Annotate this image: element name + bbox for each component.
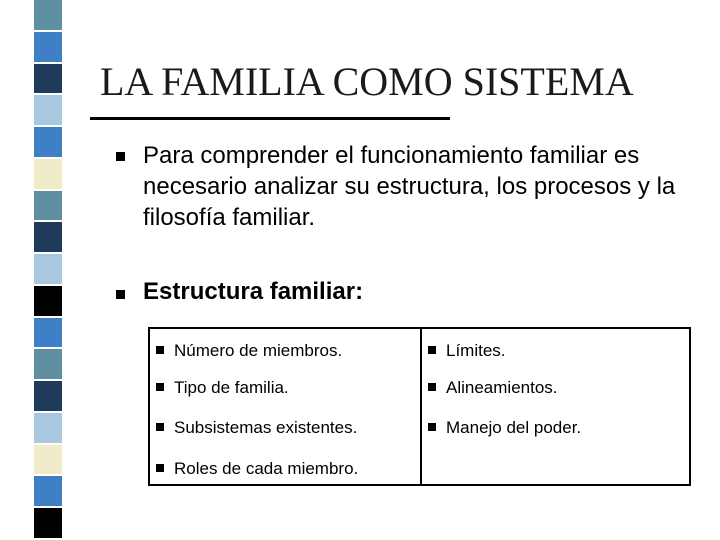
- stripe-block: [34, 445, 62, 475]
- bullet-marker-icon: [156, 423, 164, 431]
- table-divider: [420, 329, 422, 484]
- bullet-marker-icon: [156, 383, 164, 391]
- stripe-block: [34, 127, 62, 157]
- stripe-block: [34, 381, 62, 411]
- stripe-block: [34, 254, 62, 284]
- title-underline: [90, 117, 450, 120]
- stripe-block: [34, 159, 62, 189]
- stripe-block: [34, 349, 62, 379]
- stripe-block: [34, 286, 62, 316]
- stripe-block: [34, 508, 62, 538]
- stripe-block: [34, 222, 62, 252]
- table-cell-left: Roles de cada miembro.: [174, 459, 358, 479]
- bullet-text-intro: Para comprender el funcionamiento familiar es necesario analizar su estructura, los procesos y la filosofía familiar.: [143, 142, 676, 231]
- stripe-block: [34, 32, 62, 62]
- table-cell-right: Límites.: [446, 341, 506, 361]
- stripe-block: [34, 476, 62, 506]
- stripe-block: [34, 0, 62, 30]
- bullet-marker-icon: [428, 346, 436, 354]
- stripe-block: [34, 95, 62, 125]
- bullet-marker-icon: [116, 290, 125, 299]
- bullet-marker-icon: [428, 383, 436, 391]
- table-cell-left: Número de miembros.: [174, 341, 342, 361]
- stripe-block: [34, 64, 62, 94]
- bullet-text-structure: Estructura familiar:: [143, 278, 364, 305]
- bullet-marker-icon: [428, 423, 436, 431]
- structure-table: [148, 327, 691, 486]
- table-cell-right: Alineamientos.: [446, 378, 558, 398]
- table-cell-right: Manejo del poder.: [446, 418, 581, 438]
- stripe-block: [34, 191, 62, 221]
- stripe-block: [34, 413, 62, 443]
- stripe-block: [34, 318, 62, 348]
- table-cell-left: Subsistemas existentes.: [174, 418, 357, 438]
- slide-title: LA FAMILIA COMO SISTEMA: [100, 59, 634, 104]
- bullet-marker-icon: [156, 464, 164, 472]
- bullet-marker-icon: [116, 152, 125, 161]
- bullet-marker-icon: [156, 346, 164, 354]
- table-cell-left: Tipo de familia.: [174, 378, 289, 398]
- decorative-stripe: [0, 0, 66, 540]
